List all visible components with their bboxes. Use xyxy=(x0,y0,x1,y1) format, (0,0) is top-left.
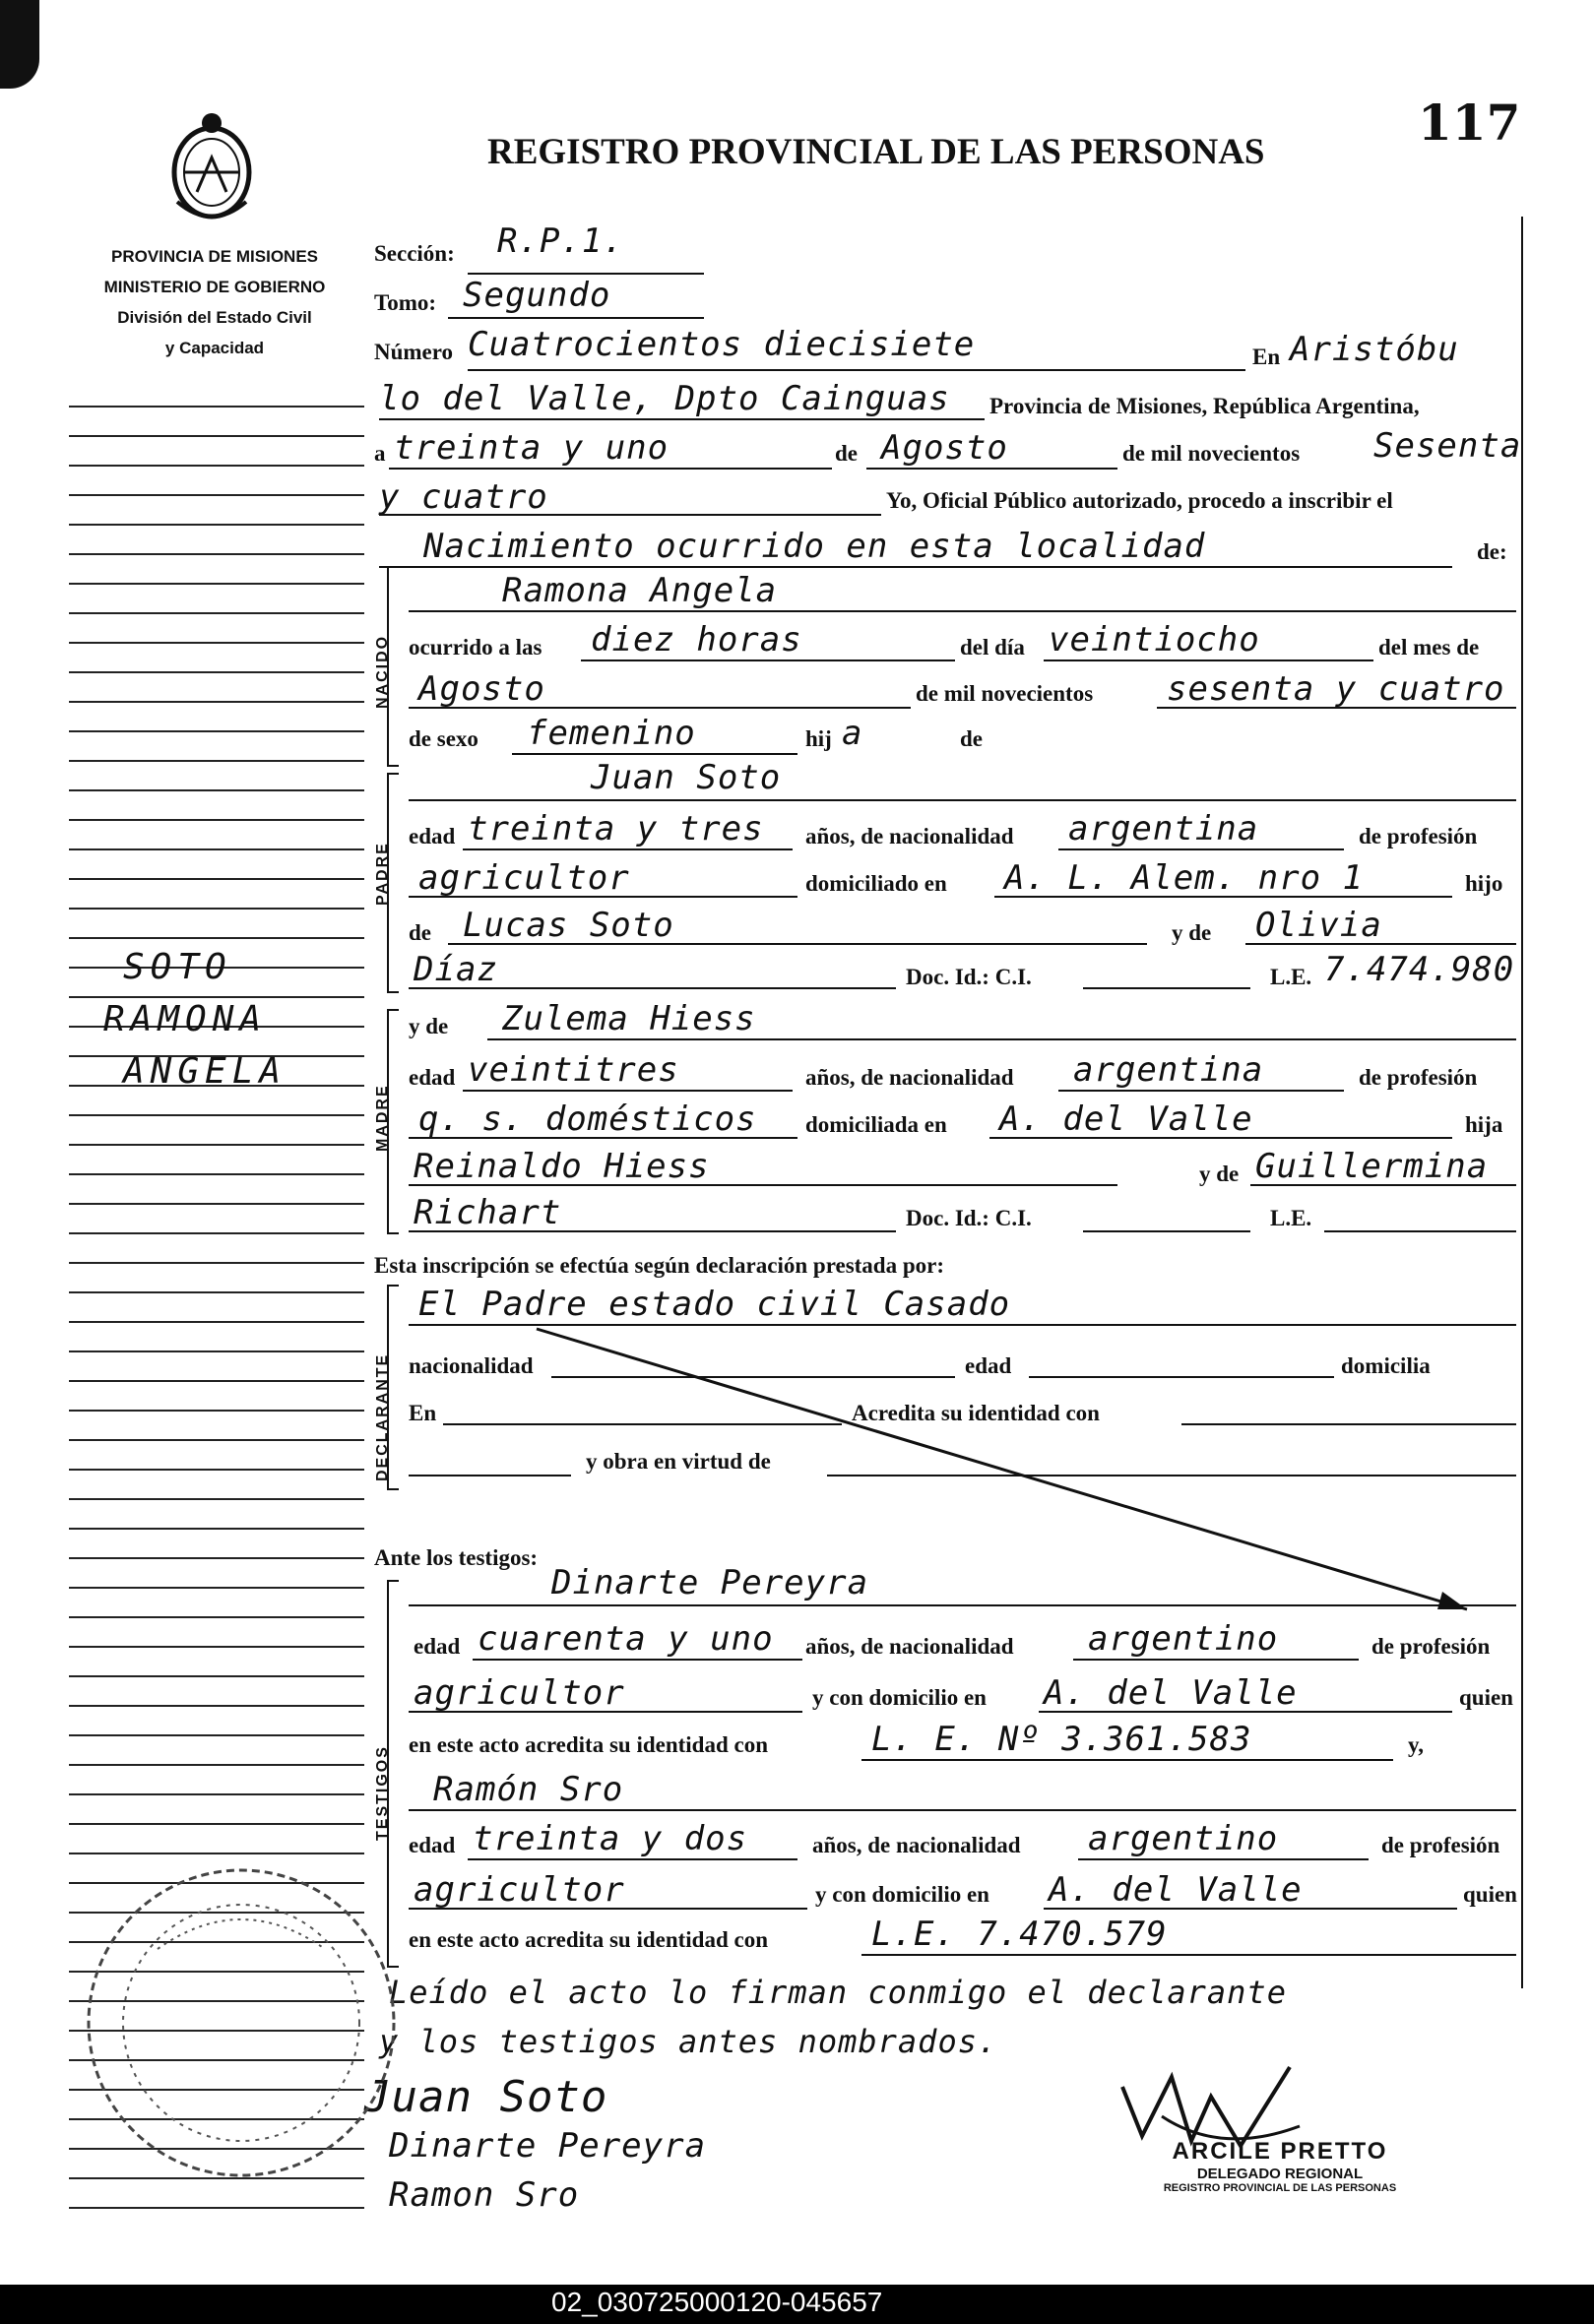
t2-doc-value: L.E. 7.470.579 xyxy=(871,1915,1168,1954)
padre-le-value: 7.474.980 xyxy=(1324,950,1515,989)
margin-note-second-name: ANGELA xyxy=(123,1051,287,1092)
t2-prof-value: agricultor xyxy=(414,1870,625,1910)
sexo-value: femenino xyxy=(527,714,696,753)
madre-section-label: MADRE xyxy=(374,1084,391,1152)
del-mes-label: del mes de xyxy=(1378,635,1480,660)
de-label: de xyxy=(835,441,858,466)
t2-nac-label: años, de nacionalidad xyxy=(812,1833,1021,1857)
abuela-m-value-1: Guillermina xyxy=(1255,1147,1489,1186)
padre-le-label: L.E. xyxy=(1270,965,1312,989)
footer-id: 02_030725000120-045657 xyxy=(551,2287,883,2317)
lugar-value-1: Aristóbu xyxy=(1290,330,1459,369)
t1-acredita-label: en este acto acredita su identidad con xyxy=(409,1732,769,1757)
de-colon-label: de: xyxy=(1477,539,1507,564)
stamp-org: REGISTRO PROVINCIAL DE LAS PERSONAS xyxy=(1163,2182,1397,2194)
declarante-value: El Padre estado civil Casado xyxy=(418,1285,1011,1324)
coat-of-arms-icon xyxy=(158,103,266,231)
padre-edad-value: treinta y tres xyxy=(468,809,764,848)
t2-acredita-label: en este acto acredita su identidad con xyxy=(409,1927,769,1952)
t2-edad-value: treinta y dos xyxy=(473,1819,748,1858)
t2-nac-value: argentino xyxy=(1088,1819,1279,1858)
signature-ramon: Ramon Sro xyxy=(389,2175,580,2215)
t2-edad-label: edad xyxy=(409,1833,456,1857)
madre-edad-label: edad xyxy=(409,1065,456,1090)
division-name: División del Estado Civil xyxy=(117,308,312,327)
padre-nombre-value: Juan Soto xyxy=(591,758,782,797)
madre-nombre-value: Zulema Hiess xyxy=(502,999,756,1038)
padre-dom-value: A. L. Alem. nro 1 xyxy=(1004,858,1364,898)
mes-value: Agosto xyxy=(881,428,1008,468)
t1-y-label: y, xyxy=(1408,1732,1424,1757)
madre-prof-value: q. s. domésticos xyxy=(418,1099,757,1139)
scan-shadow xyxy=(0,0,39,89)
round-seal-icon xyxy=(79,1860,404,2185)
t2-dom-value: A. del Valle xyxy=(1049,1870,1303,1910)
madre-nac-label: años, de nacionalidad xyxy=(805,1065,1014,1090)
padre-edad-label: edad xyxy=(409,824,456,848)
t1-doc-value: L. E. Nº 3.361.583 xyxy=(871,1720,1252,1759)
anio-value-1: Sesenta xyxy=(1373,426,1522,466)
margin-note-first-name: RAMONA xyxy=(103,999,268,1039)
seccion-value: R.P.1. xyxy=(497,221,624,261)
page-title: REGISTRO PROVINCIAL DE LAS PERSONAS xyxy=(487,132,1265,172)
province-header xyxy=(67,241,362,363)
madre-dom-value: A. del Valle xyxy=(999,1099,1253,1139)
decl-acredita-label: Acredita su identidad con xyxy=(852,1401,1100,1425)
padre-nac-value: argentina xyxy=(1068,809,1259,848)
mes-nac-value: Agosto xyxy=(418,669,545,709)
cierre-line-1: Leído el acto lo firman conmigo el declarante xyxy=(389,1974,1287,2011)
abuela-m-y-de-label: y de xyxy=(1199,1162,1240,1186)
decl-en-label: En xyxy=(409,1401,437,1425)
signature-dinarte-pereyra: Dinarte Pereyra xyxy=(389,2126,707,2166)
hija-label: hija xyxy=(1465,1112,1503,1137)
madre-le-label: L.E. xyxy=(1270,1206,1312,1230)
hora-value: diez horas xyxy=(591,620,802,660)
inscripcion-label: Esta inscripción se efectúa según declaración prestada por: xyxy=(374,1253,945,1278)
madre-doc-label: Doc. Id.: C.I. xyxy=(906,1206,1032,1230)
ocurrido-label: ocurrido a las xyxy=(409,635,542,660)
decl-obra-label: y obra en virtud de xyxy=(586,1449,771,1474)
stamp-role: DELEGADO REGIONAL xyxy=(1196,2166,1364,2182)
lugar-value-2: lo del Valle, Dpto Cainguas xyxy=(379,379,950,418)
a-label: a xyxy=(374,441,386,466)
en-label: En xyxy=(1252,345,1281,369)
abuelo-m-value: Reinaldo Hiess xyxy=(414,1147,710,1186)
provincia-label: Provincia de Misiones, República Argentina, xyxy=(989,394,1420,418)
numero-label: Número xyxy=(374,340,454,364)
abuela-m-value-2: Richart xyxy=(414,1193,562,1232)
t1-nac-value: argentino xyxy=(1088,1619,1279,1659)
de-mil-label: de mil novecientos xyxy=(1122,441,1301,466)
ministry-name: MINISTERIO DE GOBIERNO xyxy=(103,278,326,296)
t1-edad-label: edad xyxy=(414,1634,461,1659)
madre-y-de-label: y de xyxy=(409,1014,449,1038)
madre-dom-label: domiciliada en xyxy=(805,1112,947,1137)
page-number: 117 xyxy=(1418,94,1521,152)
t1-prof-label: de profesión xyxy=(1371,1634,1491,1659)
madre-edad-value: veintitres xyxy=(468,1050,679,1090)
testigos-section-label: TESTIGOS xyxy=(374,1745,391,1841)
seccion-label: Sección: xyxy=(374,241,455,266)
de-hij-label: de xyxy=(960,726,983,751)
hij-label: hij xyxy=(805,726,832,751)
acto-value: Nacimiento ocurrido en esta localidad xyxy=(423,527,1206,566)
testigo1-value: Dinarte Pereyra xyxy=(551,1563,869,1602)
ante-testigos-label: Ante los testigos: xyxy=(374,1545,539,1570)
dia-nac-value: veintiocho xyxy=(1049,620,1260,660)
nombre-value: Ramona Angela xyxy=(502,571,778,610)
sexo-label: de sexo xyxy=(409,726,478,751)
decl-nac-label: nacionalidad xyxy=(409,1353,534,1378)
abuela-p-value-1: Olivia xyxy=(1255,906,1382,945)
nacido-section-label: NACIDO xyxy=(374,634,391,709)
t1-quien-label: quien xyxy=(1459,1685,1513,1710)
declarante-section-label: DECLARANTE xyxy=(374,1352,391,1481)
capacity-name: y Capacidad xyxy=(164,339,265,357)
t1-dom-label: y con domicilio en xyxy=(812,1685,987,1710)
madre-nac-value: argentina xyxy=(1073,1050,1264,1090)
signature-juan-soto: Juan Soto xyxy=(364,2072,608,2122)
abuelo-p-de-label: de xyxy=(409,920,431,945)
hijo-sufijo-value: a xyxy=(842,714,863,753)
numero-value: Cuatrocientos diecisiete xyxy=(468,325,976,364)
t1-edad-value: cuarenta y uno xyxy=(478,1619,774,1659)
abuela-p-value-2: Díaz xyxy=(414,950,498,989)
t2-dom-label: y con domicilio en xyxy=(815,1882,989,1907)
hijo-label: hijo xyxy=(1465,871,1503,896)
de-mil-nac-label: de mil novecientos xyxy=(916,681,1094,706)
official-stamp xyxy=(1113,2138,1447,2194)
t1-nac-label: años, de nacionalidad xyxy=(805,1634,1014,1659)
abuelo-p-value: Lucas Soto xyxy=(463,906,674,945)
decl-dom-label: domicilia xyxy=(1341,1353,1431,1378)
t2-quien-label: quien xyxy=(1463,1882,1517,1907)
padre-prof-value: agricultor xyxy=(418,858,630,898)
margin-note-surname: SOTO xyxy=(123,947,232,987)
right-border xyxy=(1521,217,1523,1988)
abuela-p-y-de-label: y de xyxy=(1172,920,1212,945)
padre-section-label: PADRE xyxy=(374,842,391,906)
cierre-line-2: y los testigos antes nombrados. xyxy=(379,2023,998,2060)
t1-prof-value: agricultor xyxy=(414,1673,625,1713)
padre-nac-label: años, de nacionalidad xyxy=(805,824,1014,848)
dia-value: treinta y uno xyxy=(394,428,669,468)
padre-dom-label: domiciliado en xyxy=(805,871,947,896)
padre-prof-label: de profesión xyxy=(1359,824,1478,848)
stamp-name: ARCILE PRETTO xyxy=(1172,2138,1388,2165)
padre-doc-label: Doc. Id.: C.I. xyxy=(906,965,1032,989)
anio-value-2: y cuatro xyxy=(379,477,548,517)
madre-prof-label: de profesión xyxy=(1359,1065,1478,1090)
decl-edad-label: edad xyxy=(965,1353,1012,1378)
province-name: PROVINCIA DE MISIONES xyxy=(110,247,318,266)
t1-dom-value: A. del Valle xyxy=(1044,1673,1298,1713)
testigo2-value: Ramón Sro xyxy=(433,1770,624,1809)
del-dia-label: del día xyxy=(960,635,1025,660)
tomo-label: Tomo: xyxy=(374,290,437,315)
tomo-value: Segundo xyxy=(463,276,611,315)
anio-nac-value: sesenta y cuatro xyxy=(1167,669,1505,709)
yo-label: Yo, Oficial Público autorizado, procedo a inscribir el xyxy=(886,488,1393,513)
t2-prof-label: de profesión xyxy=(1381,1833,1500,1857)
